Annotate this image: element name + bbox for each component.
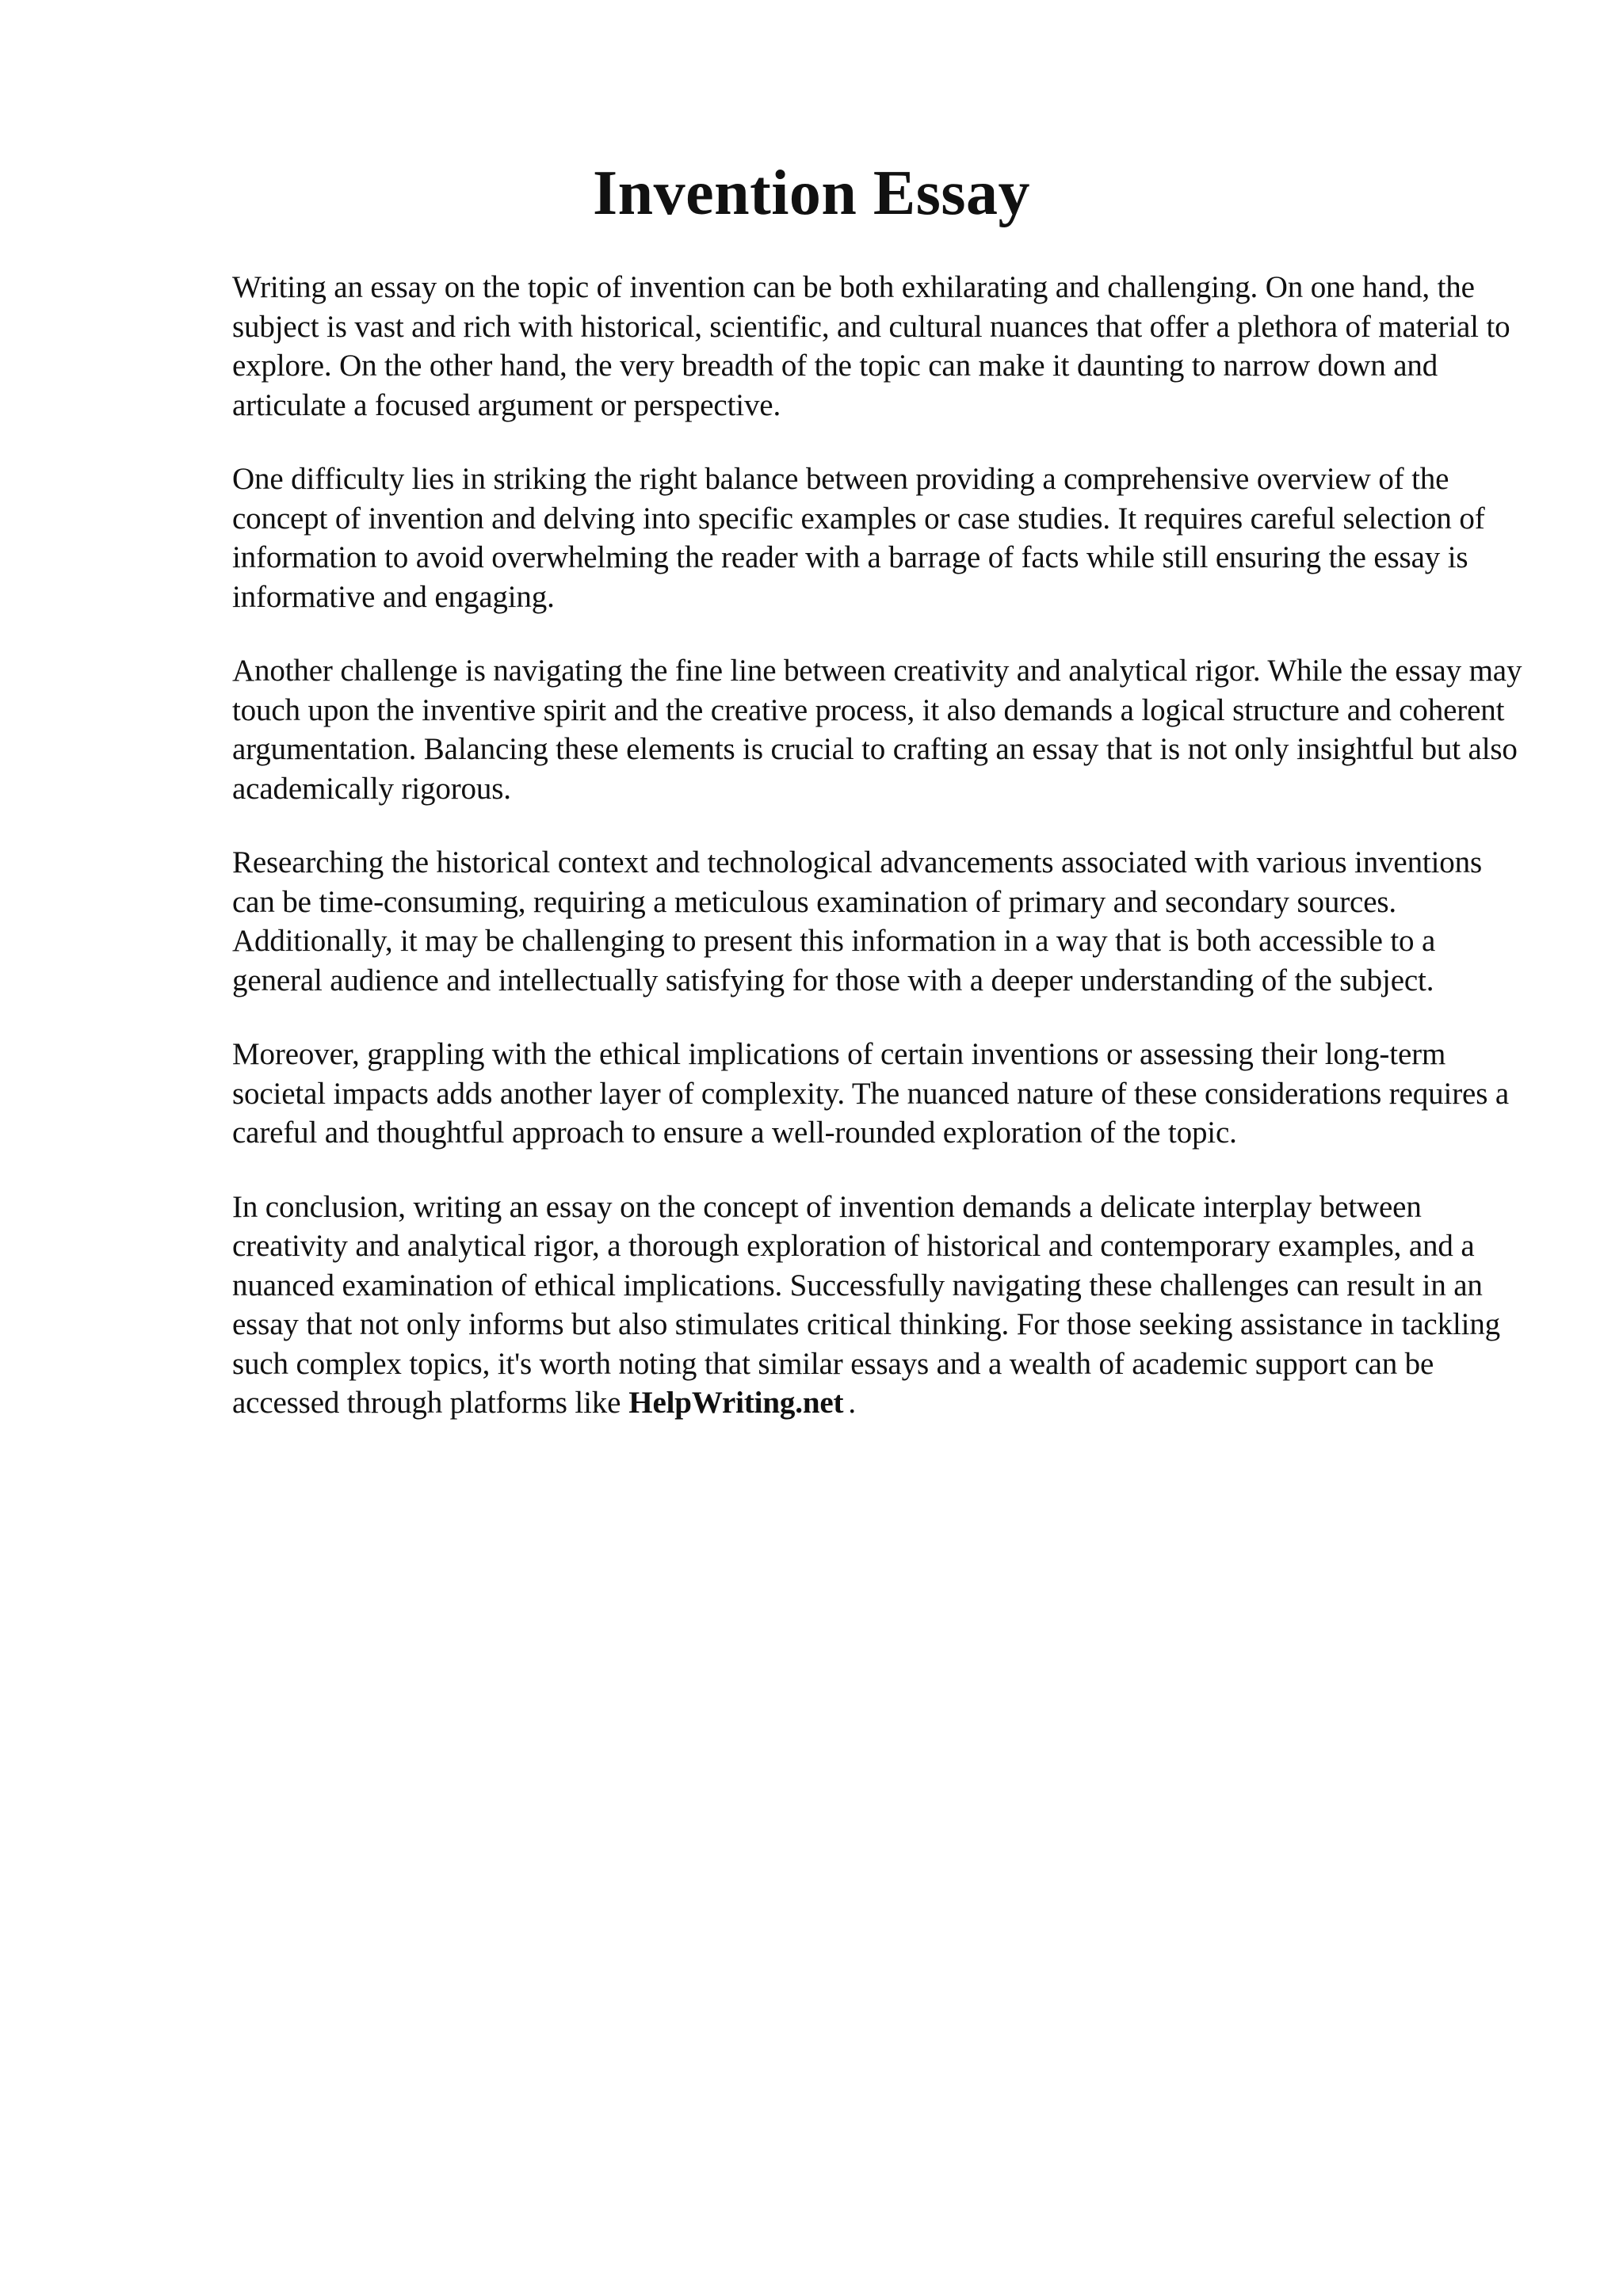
paragraph-4: Researching the historical context and technological advancements associated with various inventions can be time-consuming, requiring a meticulous examination of primary and secondary sources. Additionally, it may be challenging to present this information in a way that is both accessible to a general audience and intellectually satisfying for those with a deeper understanding of the subject. xyxy=(232,845,1483,997)
essay-body xyxy=(232,268,1528,1458)
paragraph-3: Another challenge is navigating the fine line between creativity and analytical rigor. While the essay may touch upon the inventive spirit and the creative process, it also demands a logical structure and coherent argumentation. Balancing these elements is crucial to crafting an essay that is not only insightful but also academically rigorous. xyxy=(232,654,1522,806)
paragraph-5: Moreover, grappling with the ethical implications of certain inventions or assessing their long-term societal impacts adds another layer of complexity. The nuanced nature of these considerations requires a careful and thoughtful approach to ensure a well-rounded exploration of the topic. xyxy=(232,1037,1509,1150)
conclusion-period: . xyxy=(848,1386,857,1420)
paragraph-2: One difficulty lies in striking the right balance between providing a comprehensive overview of the concept of invention and delving into specific examples or case studies. It requires careful selection of information to avoid overwhelming the reader with a barrage of facts while still ensuring the essay is informative and engaging. xyxy=(232,462,1485,614)
paragraph-1: Writing an essay on the topic of invention can be both exhilarating and challenging. On one hand, the subject is vast and rich with historical, scientific, and cultural nuances that offer a plethora of material to explore. On the other hand, the very breadth of the topic can make it daunting to narrow down and articulate a focused argument or perspective. xyxy=(232,270,1510,422)
page-title: Invention Essay xyxy=(592,158,1031,228)
conclusion-text: In conclusion, writing an essay on the concept of invention demands a delicate interplay between creativity and analytical rigor, a thorough exploration of historical and contemporary examples, and a nuanced examination of ethical implications. Successfully navigating these challenges can result in an essay that not only informs but also stimulates critical thinking. For those seeking assistance in tackling such complex topics, it's worth noting that similar essays and a wealth of academic support can be accessed through platforms like xyxy=(232,1189,1501,1420)
brand-name: HelpWriting.net xyxy=(628,1386,844,1420)
conclusion-paragraph xyxy=(232,1188,1528,1423)
